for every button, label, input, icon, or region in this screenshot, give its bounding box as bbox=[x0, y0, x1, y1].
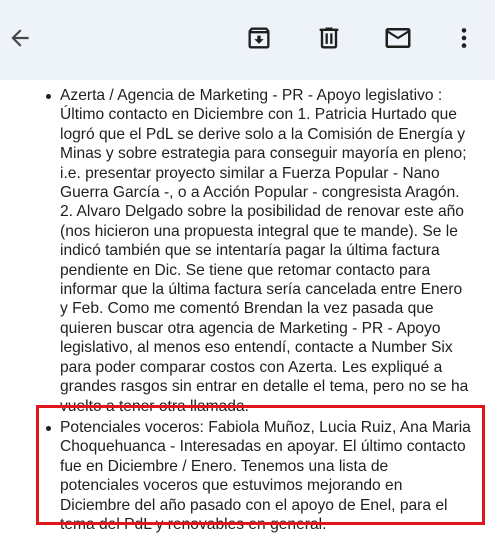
text-line: grandes rasgos sin entrar en detalle el tema, pero no se ha bbox=[60, 378, 469, 396]
list-item bbox=[60, 418, 488, 534]
bullet-text-voceros bbox=[60, 418, 488, 534]
trash-icon bbox=[315, 24, 343, 52]
text-line: logró que el PdL se derive solo a la Comisión de Energía y bbox=[60, 125, 466, 143]
text-line: Potenciales voceros: Fabiola Muñoz, Lucia Ruiz, Ana Maria bbox=[60, 418, 471, 436]
text-line: informar que la última factura sería cancelada entre Enero bbox=[60, 281, 463, 299]
bullet-list bbox=[42, 86, 488, 534]
delete-button[interactable] bbox=[311, 20, 347, 56]
mark-unread-button[interactable] bbox=[380, 20, 416, 56]
text-line: potenciales voceros que estuvimos mejorando en bbox=[60, 477, 403, 495]
more-vert-icon bbox=[451, 25, 477, 51]
archive-button[interactable] bbox=[241, 20, 277, 56]
arrow-back-icon bbox=[7, 25, 33, 51]
text-line: pendiente en Dic. Se tiene que retomar contacto para bbox=[60, 261, 431, 279]
list-item bbox=[60, 86, 488, 416]
text-line: quieren buscar otra agencia de Marketing - PR - Apoyo bbox=[60, 319, 441, 337]
text-line: Último contacto en Diciembre con 1. Patricia Hurtado que bbox=[60, 106, 457, 124]
text-line: Guerra García -, o a Acción Popular - congresista Aragón. bbox=[60, 184, 460, 202]
text-line: para poder comparar costos con Azerta. Les expliqué a bbox=[60, 358, 443, 376]
envelope-icon bbox=[383, 23, 413, 53]
text-line: y Feb. Como me comentó Brendan la vez pasada que bbox=[60, 300, 434, 318]
text-line: tema del PdL y renovables en general. bbox=[60, 515, 327, 533]
top-app-bar bbox=[0, 0, 495, 80]
text-line: Minas y sobre estrategia para conseguir mayoría en pleno; bbox=[60, 145, 467, 163]
text-line: (nos hicieron una propuesta integral que te mande). Se le bbox=[60, 222, 458, 240]
text-line: Choquehuanca - Interesadas en apoyar. El último contacto bbox=[60, 438, 466, 456]
message-body bbox=[42, 86, 488, 536]
text-line: indicó también que se intentaría pagar la última factura bbox=[60, 242, 440, 260]
text-line: vuelto a tener otra llamada. bbox=[60, 397, 249, 415]
text-line: Diciembre del año pasado con el apoyo de Enel, para el bbox=[60, 496, 448, 514]
bullet-text-azerta bbox=[60, 86, 488, 416]
back-button[interactable] bbox=[2, 20, 38, 56]
text-line: 2. Alvaro Delgado sobre la posibilidad de renovar este año bbox=[60, 203, 464, 221]
text-line: Azerta / Agencia de Marketing - PR - Apoyo legislativo : bbox=[60, 87, 443, 104]
text-line: fue en Diciembre / Enero. Tenemos una lista de bbox=[60, 457, 389, 475]
more-options-button[interactable] bbox=[446, 20, 482, 56]
text-line: i.e. presentar proyecto similar a Fuerza Popular - Nano bbox=[60, 164, 440, 182]
archive-icon bbox=[245, 24, 273, 52]
text-line: legislativo, al menos eso entendí, contacte a Number Six bbox=[60, 339, 453, 357]
